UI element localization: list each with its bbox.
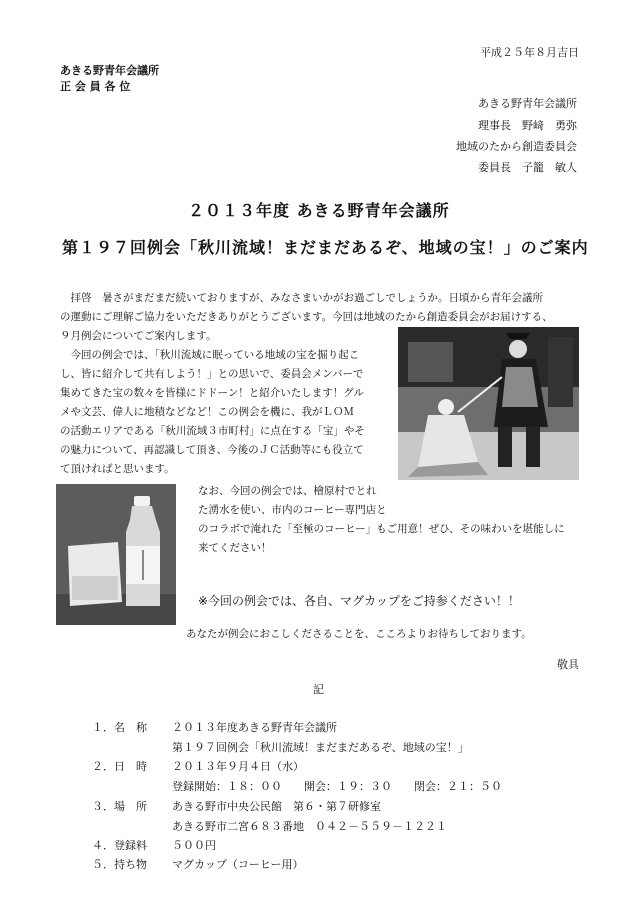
item-label-bring: ５．持ち物 (92, 858, 147, 871)
item-value-times: 登録開始：１８：００ 開会：１９：３０ 閉会：２１：５０ (172, 780, 502, 793)
recipient-org: あきる野青年会議所 (60, 64, 159, 77)
item-label-place: ３．場 所 (92, 800, 147, 813)
title-year: ２０１３年度 あきる野青年会議所 (188, 201, 450, 220)
item-value-bring: マグカップ（コーヒー用） (172, 858, 304, 871)
sender-org: あきる野青年会議所 (478, 97, 577, 110)
item-value-venue: あきる野市中央公民館 第６・第７研修室 (172, 800, 381, 813)
document-date: 平成２５年８月吉日 (480, 46, 579, 59)
intro-line: の運動にご理解ご協力をいただきありがとうございます。今回は地域のたから創造委員会がお届けする、 (60, 311, 553, 323)
coffee-line: た湧水を使い、市内のコーヒー専門店と (198, 504, 387, 516)
item-label-fee: ４．登録料 (92, 839, 147, 852)
title-meeting: 第１９７回例会「秋川流域！まだまだあるぞ、地域の宝！」のご案内 (62, 238, 589, 257)
intro-line: ９月例会についてご案内します。 (60, 330, 217, 342)
item-value-name: ２０１３年度あきる野青年会議所 (172, 721, 337, 734)
item-value-fee: ５００円 (172, 839, 216, 852)
sender-chair: 委員長 子籠 敏人 (478, 161, 577, 174)
body-line: の活動エリアである「秋川流域３市町村」に点在する「宝」やそ (60, 425, 365, 437)
ki-heading: 記 (313, 683, 324, 696)
coffee-line: なお、今回の例会では、檜原村でとれ (198, 485, 377, 497)
body-line: 今回の例会では、「秋川流域に眠っている地域の宝を掘り起こ (60, 349, 360, 361)
coffee-paragraph (198, 482, 565, 558)
body-line: 集めてきた宝の数々を皆様にドドーン！と紹介いたします！グル (60, 387, 364, 399)
body-paragraph (60, 346, 365, 479)
water-bottle-illustration (56, 484, 176, 625)
intro-line: 拝啓 暑さがまだまだ続いておりますが、みなさまいかがお過ごしでしょうか。日頃から青年会議所 (60, 292, 543, 304)
water-bottle-photo (56, 484, 176, 625)
body-line: の魅力について、再認識して頂き、今後のＪＣ活動等にも役立て (60, 444, 364, 456)
body-line: て頂ければと思います。 (60, 463, 175, 475)
coffee-line: のコラボで淹れた「至極のコーヒー」もご用意！ぜひ、その味わいを堪能しに (198, 523, 565, 535)
item-value-address: あきる野市二宮６８３番地 ０４２－５５９－１２２１ (172, 820, 447, 833)
sender-president: 理事長 野﨑 勇弥 (478, 119, 577, 132)
body-line: し、皆に紹介して共有しよう！」との思いで、委員会メンバーで (60, 368, 364, 380)
keigu: 敬具 (557, 658, 579, 671)
body-line: メや文芸、偉人に地積などなど！この例会を機に、我がＬＯＭ (60, 406, 354, 418)
item-label-datetime: ２．日 時 (92, 760, 147, 773)
item-value-name-2: 第１９７回例会「秋川流域！まだまだあるぞ、地域の宝！」 (172, 741, 469, 754)
kabuki-photo-illustration (398, 327, 579, 480)
sender-committee: 地域のたから創造委員会 (456, 140, 577, 153)
closing-line: あなたが例会におこしくださることを、こころよりお待ちしております。 (186, 628, 532, 640)
coffee-line: 来てください！ (198, 542, 272, 554)
mug-notice: ※今回の例会では、各自、マグカップをご持参ください！！ (198, 594, 520, 608)
item-value-date: ２０１３年９月４日（水） (172, 760, 304, 773)
kabuki-performance-photo (398, 327, 579, 480)
recipient-members: 正 会 員 各 位 (60, 80, 131, 93)
item-label-name: １．名 称 (92, 721, 147, 734)
